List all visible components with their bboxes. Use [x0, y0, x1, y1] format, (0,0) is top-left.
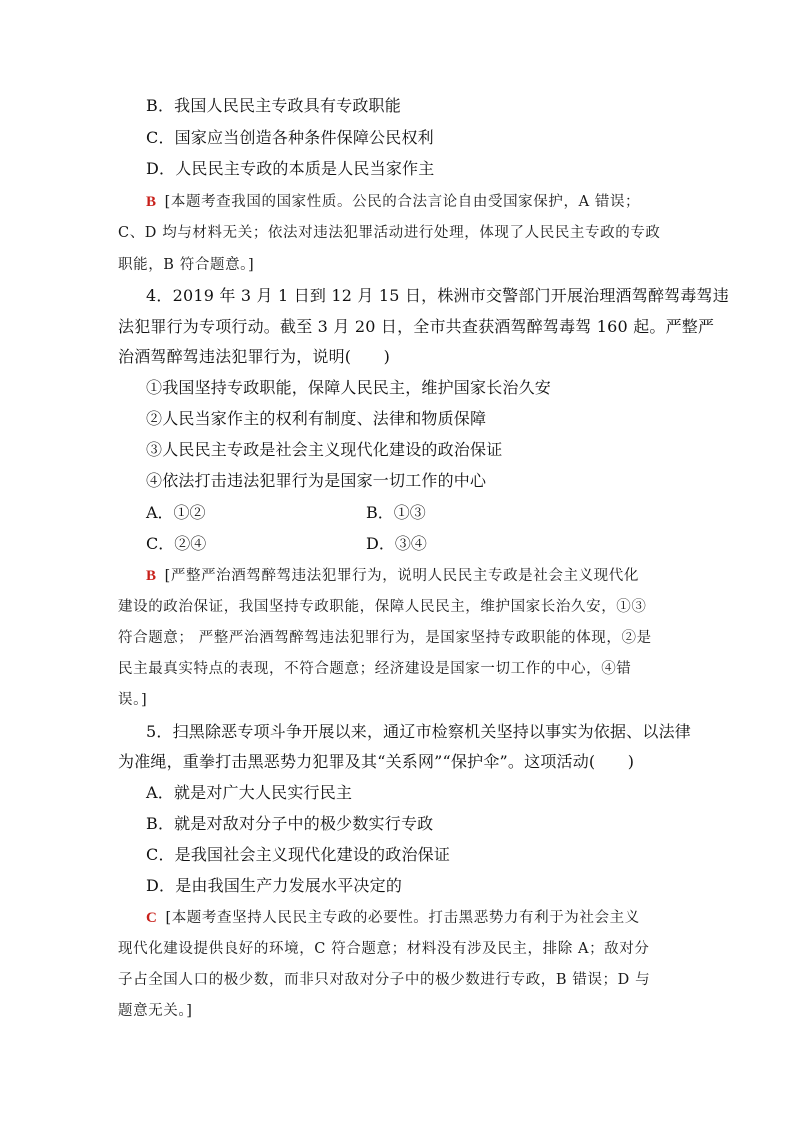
q5-option-c: C．是我国社会主义现代化建设的政治保证: [146, 845, 451, 864]
q3-option-d: D．人民民主专政的本质是人民当家作主: [146, 159, 435, 178]
q5-stem-line-1: 5．扫黑除恶专项斗争开展以来，通辽市检察机关坚持以事实为依据、以法律: [146, 722, 691, 741]
q3-explanation-line-2: C、D 均与材料无关；依法对违法犯罪活动进行处理，体现了人民民主专政的专政: [118, 225, 661, 241]
q5-explanation-line-1: C [本题考查坚持人民民主专政的必要性。打击黑恶势力有利于为社会主义: [146, 910, 640, 926]
q5-option-a: A．就是对广大人民实行民主: [146, 783, 353, 802]
q3-explanation-line-3: 职能，B 符合题意。]: [118, 257, 255, 273]
q4-stem-line-1: 4．2019 年 3 月 1 日到 12 月 15 日，株洲市交警部门开展治理酒驾醉驾毒驾违: [146, 286, 729, 305]
q4-explanation-line-1: B [严整严治酒驾醉驾违法犯罪行为，说明人民民主专政是社会主义现代化: [146, 568, 639, 584]
q5-explanation-line-2: 现代化建设提供良好的环境，C 符合题意；材料没有涉及民主，排除 A；敌对分: [118, 941, 650, 957]
q3-answer-key: B: [146, 194, 157, 210]
q4-statement-1: ①我国坚持专政职能，保障人民民主，维护国家长治久安: [146, 378, 552, 397]
q4-option-c: C．②④: [146, 534, 207, 553]
q5-explanation-line-4: 题意无关。]: [118, 1003, 193, 1019]
q5-option-b: B．就是对敌对分子中的极少数实行专政: [146, 814, 434, 833]
q5-explanation-line-3: 子占全国人口的极少数，而非只对敌对分子中的极少数进行专政，B 错误；D 与: [118, 972, 651, 988]
q4-stem-line-2: 法犯罪行为专项行动。截至 3 月 20 日，全市共查获酒驾醉驾毒驾 160 起。严整严: [118, 317, 715, 336]
q4-statement-4: ④依法打击违法犯罪行为是国家一切工作的中心: [146, 471, 487, 490]
q4-answer-key: B: [146, 568, 157, 584]
q4-option-a: A．①②: [146, 503, 206, 522]
q4-option-b: B．①③: [366, 503, 426, 522]
q4-option-d: D．③④: [366, 534, 427, 553]
q5-answer-key: C: [146, 910, 158, 926]
q4-explanation-line-2: 建设的政治保证，我国坚持专政职能，保障人民民主，维护国家长治久安，①③: [118, 599, 647, 615]
q4-stem-line-3: 治酒驾醉驾违法犯罪行为，说明( ): [118, 347, 391, 366]
q5-option-d: D．是由我国生产力发展水平决定的: [146, 876, 403, 895]
q4-explanation-line-4: 民主最真实特点的表现，不符合题意；经济建设是国家一切工作的中心，④错: [118, 661, 632, 677]
q5-stem-line-2: 为准绳，重拳打击黑恶势力犯罪及其“关系网”“保护伞”。这项活动( ): [118, 752, 635, 771]
q4-statement-2: ②人民当家作主的权利有制度、法律和物质保障: [146, 409, 487, 428]
q4-explanation-line-3: 符合题意； 严整严治酒驾醉驾违法犯罪行为，是国家坚持专政职能的体现，②是: [118, 630, 652, 646]
q4-explanation-line-5: 误。]: [118, 692, 148, 708]
q4-statement-3: ③人民民主专政是社会主义现代化建设的政治保证: [146, 440, 503, 459]
q3-option-b: B．我国人民民主专政具有专政职能: [146, 96, 401, 115]
q3-option-c: C．国家应当创造各种条件保障公民权利: [146, 128, 434, 147]
q3-explanation-line-1: B [本题考查我国的国家性质。公民的合法言论自由受国家保护，A 错误；: [146, 194, 641, 210]
